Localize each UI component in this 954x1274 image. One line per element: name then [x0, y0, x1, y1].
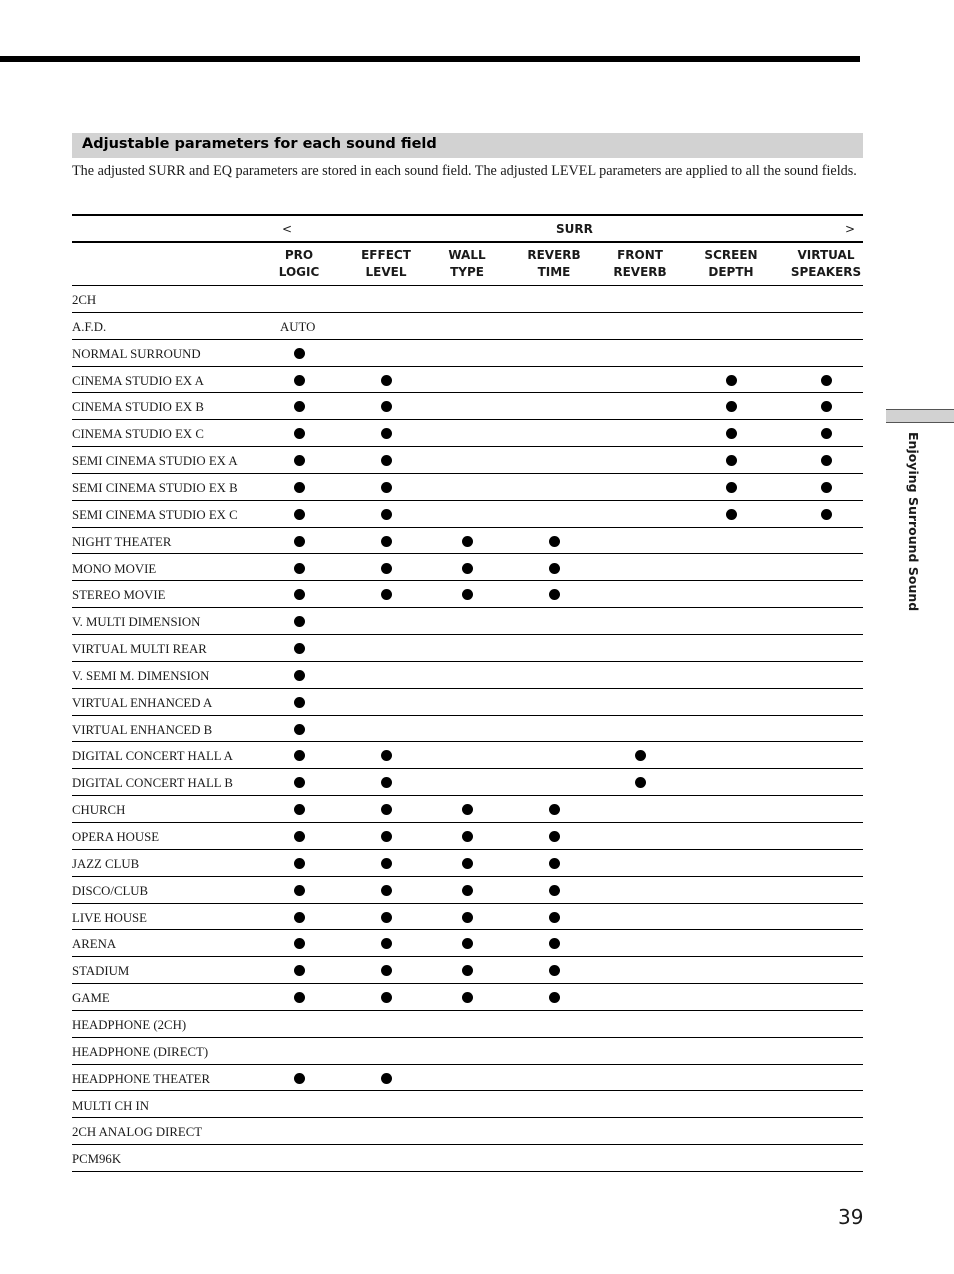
- adjustable-dot-icon: [294, 750, 305, 761]
- sound-field-name: CHURCH: [72, 803, 126, 818]
- cell-text: AUTO: [280, 319, 316, 334]
- adjustable-dot-icon: [294, 724, 305, 735]
- adjustable-dot-icon: [294, 670, 305, 681]
- adjustable-dot-icon: [549, 858, 560, 869]
- column-header-line1: SCREEN: [704, 248, 758, 262]
- table-row: [72, 823, 863, 850]
- intro-paragraph: The adjusted SURR and EQ parameters are stored in each sound field. The adjusted LEVEL parameters are applied to all the sound fields.: [72, 163, 857, 179]
- adjustable-dot-icon: [821, 401, 832, 412]
- sound-field-name: PCM96K: [72, 1152, 122, 1167]
- column-header-line2: LOGIC: [278, 265, 320, 279]
- adjustable-dot-icon: [462, 938, 473, 949]
- sound-field-name: SEMI CINEMA STUDIO EX C: [72, 507, 238, 522]
- table-row: [72, 930, 863, 957]
- adjustable-dot-icon: [635, 777, 646, 788]
- adjustable-dot-icon: [381, 482, 392, 493]
- sound-field-name: STEREO MOVIE: [72, 588, 166, 603]
- sound-field-name: CINEMA STUDIO EX B: [72, 400, 204, 415]
- column-header-line1: VIRTUAL: [797, 248, 855, 262]
- adjustable-dot-icon: [294, 348, 305, 359]
- adjustable-dot-icon: [726, 509, 737, 520]
- sound-field-name: JAZZ CLUB: [72, 856, 140, 871]
- table-row: [72, 877, 863, 904]
- table-row: [72, 984, 863, 1011]
- adjustable-dot-icon: [381, 428, 392, 439]
- adjustable-dot-icon: [381, 992, 392, 1003]
- adjustable-dot-icon: [294, 831, 305, 842]
- column-header-line2: REVERB: [613, 265, 667, 279]
- table-row: [72, 1038, 863, 1065]
- adjustable-dot-icon: [549, 938, 560, 949]
- adjustable-dot-icon: [462, 885, 473, 896]
- section-heading-text: Adjustable parameters for each sound field: [82, 136, 437, 152]
- adjustable-dot-icon: [294, 992, 305, 1003]
- adjustable-dot-icon: [549, 885, 560, 896]
- sound-field-name: MONO MOVIE: [72, 561, 157, 576]
- top-rule: [0, 56, 860, 62]
- column-header-line2: TYPE: [450, 265, 484, 279]
- adjustable-dot-icon: [294, 804, 305, 815]
- adjustable-dot-icon: [462, 965, 473, 976]
- sound-field-name: 2CH: [72, 293, 97, 307]
- side-tab-marker: [886, 409, 954, 423]
- adjustable-dot-icon: [549, 912, 560, 923]
- adjustable-dot-icon: [462, 536, 473, 547]
- adjustable-dot-icon: [549, 804, 560, 815]
- column-header: [527, 247, 580, 281]
- sound-field-name: VIRTUAL ENHANCED A: [72, 695, 213, 710]
- adjustable-dot-icon: [549, 536, 560, 547]
- adjustable-dot-icon: [726, 401, 737, 412]
- column-header: [704, 247, 757, 281]
- sound-field-name: HEADPHONE (2CH): [72, 1017, 187, 1032]
- table-row: [72, 742, 863, 769]
- sound-field-name: CINEMA STUDIO EX C: [72, 427, 204, 442]
- column-header: [279, 247, 320, 281]
- table-row: [72, 608, 863, 635]
- column-header-line2: LEVEL: [365, 265, 407, 279]
- adjustable-dot-icon: [462, 992, 473, 1003]
- adjustable-dot-icon: [549, 563, 560, 574]
- sound-field-name: 2CH ANALOG DIRECT: [72, 1125, 203, 1140]
- adjustable-dot-icon: [381, 1073, 392, 1084]
- adjustable-dot-icon: [462, 589, 473, 600]
- table-row: [72, 447, 863, 474]
- sound-field-name: SEMI CINEMA STUDIO EX B: [72, 480, 238, 495]
- column-header-line1: WALL: [448, 248, 486, 262]
- page-number: 39: [838, 1205, 864, 1229]
- sound-field-name: NORMAL SURROUND: [72, 346, 201, 361]
- adjustable-dot-icon: [821, 455, 832, 466]
- adjustable-dot-icon: [294, 375, 305, 386]
- adjustable-dot-icon: [294, 697, 305, 708]
- section-heading: [72, 133, 863, 158]
- sound-field-name: VIRTUAL ENHANCED B: [72, 722, 213, 737]
- sound-field-name: MULTI CH IN: [72, 1098, 150, 1113]
- adjustable-dot-icon: [549, 992, 560, 1003]
- adjustable-dot-icon: [294, 455, 305, 466]
- sound-field-name: ARENA: [72, 937, 117, 952]
- sound-field-name: LIVE HOUSE: [72, 910, 147, 925]
- adjustable-dot-icon: [294, 643, 305, 654]
- adjustable-dot-icon: [381, 750, 392, 761]
- table-row: [72, 1118, 863, 1145]
- adjustable-dot-icon: [381, 563, 392, 574]
- adjustable-dot-icon: [726, 375, 737, 386]
- adjustable-dot-icon: [549, 589, 560, 600]
- adjustable-dot-icon: [294, 563, 305, 574]
- adjustable-dot-icon: [294, 589, 305, 600]
- table-row: [72, 662, 863, 689]
- adjustable-dot-icon: [294, 616, 305, 627]
- table-row: [72, 555, 863, 582]
- adjustable-dot-icon: [381, 804, 392, 815]
- table-row: [72, 769, 863, 796]
- sound-field-name: CINEMA STUDIO EX A: [72, 373, 204, 388]
- table-row: [72, 635, 863, 662]
- table-row: [72, 393, 863, 420]
- sound-field-name: HEADPHONE (DIRECT): [72, 1044, 209, 1059]
- sound-field-name: NIGHT THEATER: [72, 534, 172, 549]
- column-header: [791, 247, 861, 281]
- sound-field-name: SEMI CINEMA STUDIO EX A: [72, 454, 238, 469]
- adjustable-dot-icon: [294, 858, 305, 869]
- adjustable-dot-icon: [381, 401, 392, 412]
- group-bracket-left: <: [282, 222, 293, 236]
- adjustable-dot-icon: [821, 428, 832, 439]
- table-row: [72, 689, 863, 716]
- column-header: [448, 247, 485, 281]
- adjustable-dot-icon: [462, 858, 473, 869]
- table-row: [72, 716, 863, 743]
- table-row: [72, 420, 863, 447]
- adjustable-dot-icon: [381, 455, 392, 466]
- table-row: [72, 904, 863, 931]
- adjustable-dot-icon: [381, 536, 392, 547]
- surr-group-header: [72, 216, 863, 241]
- adjustable-dot-icon: [294, 509, 305, 520]
- adjustable-dot-icon: [381, 858, 392, 869]
- adjustable-dot-icon: [462, 912, 473, 923]
- column-header-line2: TIME: [537, 265, 571, 279]
- adjustable-dot-icon: [381, 885, 392, 896]
- sound-field-name: HEADPHONE THEATER: [72, 1071, 211, 1086]
- sound-field-name: STADIUM: [72, 964, 130, 979]
- column-header-line1: REVERB: [527, 248, 581, 262]
- adjustable-dot-icon: [294, 885, 305, 896]
- column-header-line2: SPEAKERS: [790, 265, 862, 279]
- adjustable-dot-icon: [294, 536, 305, 547]
- adjustable-dot-icon: [294, 965, 305, 976]
- table-row: [72, 340, 863, 367]
- table-row: [72, 313, 863, 340]
- table-row: [72, 1065, 863, 1092]
- adjustable-dot-icon: [726, 482, 737, 493]
- table-row: [72, 957, 863, 984]
- table-row: [72, 286, 863, 313]
- table-row: [72, 367, 863, 394]
- sound-field-name: OPERA HOUSE: [72, 830, 160, 844]
- adjustable-dot-icon: [726, 455, 737, 466]
- adjustable-dot-icon: [381, 938, 392, 949]
- table-row: [72, 474, 863, 501]
- adjustable-dot-icon: [294, 912, 305, 923]
- adjustable-dot-icon: [821, 482, 832, 493]
- adjustable-dot-icon: [381, 777, 392, 788]
- adjustable-dot-icon: [462, 831, 473, 842]
- adjustable-dot-icon: [294, 401, 305, 412]
- side-tab-label: Enjoying Surround Sound: [906, 432, 921, 612]
- column-header-line1: EFFECT: [361, 248, 411, 262]
- adjustable-dot-icon: [294, 482, 305, 493]
- column-header: [361, 247, 411, 281]
- sound-field-name: V. SEMI M. DIMENSION: [72, 668, 210, 683]
- adjustable-dot-icon: [294, 938, 305, 949]
- table-row: [72, 1011, 863, 1038]
- sound-field-name: DIGITAL CONCERT HALL B: [72, 776, 233, 791]
- column-header-line1: PRO: [284, 248, 314, 262]
- table-row: [72, 796, 863, 823]
- table-row: [72, 1092, 863, 1119]
- table-row: [72, 528, 863, 555]
- sound-field-name: V. MULTI DIMENSION: [72, 615, 201, 630]
- sound-field-name: DIGITAL CONCERT HALL A: [72, 749, 233, 764]
- group-bracket-right: >: [844, 222, 855, 236]
- sound-field-name: VIRTUAL MULTI REAR: [72, 642, 207, 657]
- table-row: [72, 850, 863, 877]
- table-header-rule: [72, 241, 863, 243]
- adjustable-dot-icon: [462, 804, 473, 815]
- adjustable-dot-icon: [549, 965, 560, 976]
- table-row: [72, 501, 863, 528]
- column-header-line2: DEPTH: [708, 265, 754, 279]
- adjustable-dot-icon: [381, 831, 392, 842]
- sound-field-name: DISCO/CLUB: [72, 883, 149, 898]
- table-row: [72, 1145, 863, 1172]
- adjustable-dot-icon: [294, 1073, 305, 1084]
- adjustable-dot-icon: [821, 375, 832, 386]
- adjustable-dot-icon: [549, 831, 560, 842]
- adjustable-dot-icon: [381, 375, 392, 386]
- adjustable-dot-icon: [462, 563, 473, 574]
- sound-field-name: A.F.D.: [72, 319, 107, 334]
- adjustable-dot-icon: [294, 428, 305, 439]
- adjustable-dot-icon: [381, 965, 392, 976]
- adjustable-dot-icon: [726, 428, 737, 439]
- group-label: SURR: [556, 222, 593, 236]
- adjustable-dot-icon: [381, 912, 392, 923]
- column-header-line1: FRONT: [617, 248, 663, 262]
- adjustable-dot-icon: [821, 509, 832, 520]
- adjustable-dot-icon: [381, 589, 392, 600]
- column-header: [613, 247, 666, 281]
- sound-field-name: GAME: [72, 991, 110, 1006]
- table-row: [72, 581, 863, 608]
- adjustable-dot-icon: [381, 509, 392, 520]
- adjustable-dot-icon: [635, 750, 646, 761]
- adjustable-dot-icon: [294, 777, 305, 788]
